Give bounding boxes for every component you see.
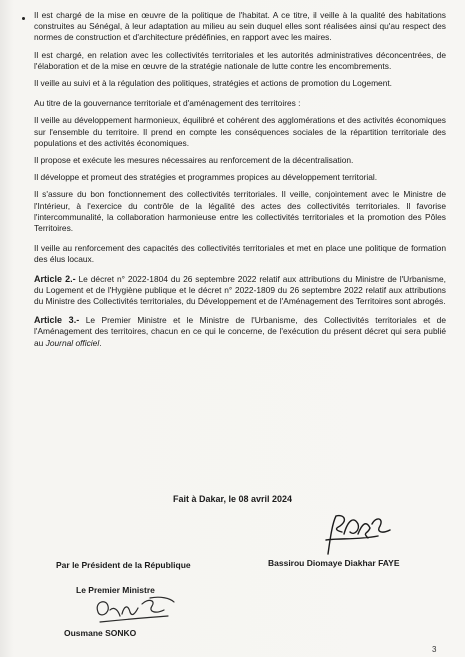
article-3-end: . bbox=[99, 337, 102, 348]
article-3-label: Article 3.- bbox=[34, 315, 80, 326]
paragraph-decentralisation: Il propose et exécute les mesures nécessaires au renforcement de la décentralisation. bbox=[34, 155, 354, 166]
paragraph-gouvernance-heading: Au titre de la gouvernance territoriale et d'aménagement des territoires : bbox=[34, 98, 301, 109]
article-3-text: Le Premier Ministre et le Ministre de l'Urbanisme, des Collectivités territoriales et de l'Aménagement des territoires, chacun en ce qui le concerne, de l'exécution du présent décret qui sera publié au bbox=[34, 315, 446, 348]
paragraph-encombrements: Il est chargé, en relation avec les collectivités territoriales et les autorités administratives déconcentrées, de l'élaboration et de la mise en œuvre de la stratégie nationale de lutte contre les encombrements. bbox=[34, 49, 446, 71]
document-body bbox=[34, 10, 446, 353]
journal-officiel: Journal officiel bbox=[45, 337, 100, 348]
paragraph-habitat: Il est chargé de la mise en œuvre de la politique de l'habitat. A ce titre, il veille à la qualité des habitations construites au Sénégal, à leur adaptation au milieu au sein duquel elles sont réalisées ainsi qu'au respect des normes de construction et d'architecture prédéfinies, en rapport avec les maires. bbox=[34, 10, 446, 43]
paragraph-developpement-harmonieux: Il veille au développement harmonieux, équilibré et cohérent des agglomérations et des activités économiques sur l'ensemble du territoire. Il prend en compte les conséquences sociales de la répartition territoriale des populations et des activités économiques. bbox=[34, 115, 446, 148]
president-name: Bassirou Diomaye Diakhar FAYE bbox=[268, 558, 400, 568]
paragraph-logement: Il veille au suivi et à la régulation des politiques, stratégies et actions de promotion du Logement. bbox=[34, 78, 393, 89]
paragraph-collectivites: Il s'assure du bon fonctionnement des collectivités territoriales. Il veille, conjointement avec le Ministre de l'Intérieur, à l'exercice du contrôle de la légalité des actes des collectivités territoriales. Il favorise l'intercommunalité, la collaboration harmonieuse entre les collectivités territoriales et la promotion des Pôles Territoires. bbox=[34, 189, 446, 234]
page-number: 3 bbox=[432, 645, 437, 654]
article-3 bbox=[34, 315, 446, 349]
president-signature-image bbox=[318, 510, 398, 558]
prime-minister-name: Ousmane SONKO bbox=[64, 628, 137, 638]
article-2-label: Article 2.- bbox=[34, 273, 76, 284]
article-2-text: Le décret n° 2022-1804 du 26 septembre 2022 relatif aux attributions du Ministre de l'Urbanisme, du Logement et de l'Hygiène publique et le décret n° 2022-1809 du 26 septembre 2022 relatif aux attributions du Ministre des Collectivités territoriales, du Développement et de l'Aménagement des Territoires sont abrogés. bbox=[34, 273, 447, 307]
prime-minister-signature-image bbox=[90, 592, 180, 630]
premier-ministre-title: Le Premier Ministre bbox=[76, 585, 155, 595]
article-2 bbox=[34, 274, 446, 308]
paragraph-formation-elus: Il veille au renforcement des capacités des collectivités territoriales et met en place une politique de formation des élus locaux. bbox=[34, 243, 446, 265]
bullet-mark bbox=[22, 17, 25, 20]
par-le-president: Par le Président de la République bbox=[56, 560, 191, 570]
fait-a-dakar: Fait à Dakar, le 08 avril 2024 bbox=[172, 494, 293, 504]
paragraph-strategies: Il développe et promeut des stratégies et programmes propices au développement territorial. bbox=[34, 172, 378, 183]
